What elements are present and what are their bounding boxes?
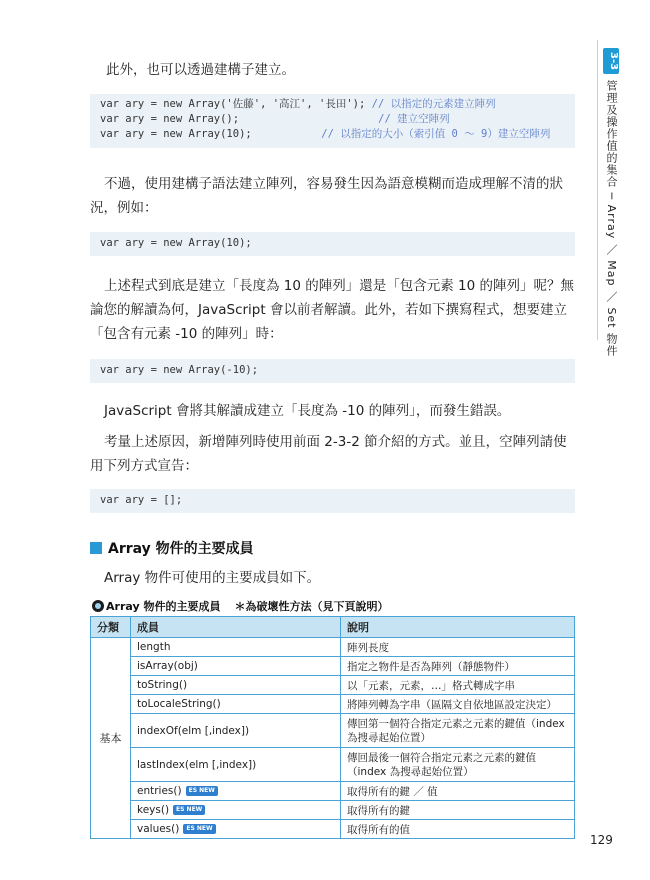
code-line: var ary = new Array(); // 建立空陣列 <box>100 113 450 125</box>
category-cell: 基本 <box>91 638 131 839</box>
table-caption <box>92 598 388 614</box>
code-block-array10 <box>90 232 575 256</box>
description-cell: 陣列長度 <box>341 638 575 657</box>
table-row <box>91 801 575 820</box>
code-line: var ary = new Array(10); // 以指定的大小（索引值 0 ～ 9）建立空陣列 <box>100 128 551 140</box>
member-cell: lastIndex(elm [,index]) <box>131 748 341 782</box>
es-new-badge: ES NEW <box>173 805 205 815</box>
table-row <box>91 820 575 839</box>
header-member: 成員 <box>131 617 341 638</box>
member-cell: keys() ES NEW <box>131 801 341 820</box>
member-cell: length <box>131 638 341 657</box>
description-cell: 傳回最後一個符合指定元素之元素的鍵值（index 為搜尋起始位置） <box>341 748 575 782</box>
header-description: 說明 <box>341 617 575 638</box>
code-line: var ary = []; <box>100 494 183 506</box>
bullet-circle-icon <box>92 600 104 612</box>
code-line: var ary = new Array('佐藤', '高江', '長田'); // 以指定的元素建立陣列 <box>100 98 496 110</box>
description-cell: 指定之物件是否為陣列（靜態物件） <box>341 657 575 676</box>
heading-square-icon <box>90 542 102 554</box>
paragraph-2: 不過，使用建構子語法建立陣列，容易發生因為語意模糊而造成理解不清的狀況，例如： <box>90 176 563 216</box>
code-block-empty-array <box>90 489 575 513</box>
table-row <box>91 714 575 748</box>
paragraph-4: JavaScript 會將其解讀成建立「長度為 -10 的陣列」，而發生錯誤。 <box>104 403 511 419</box>
description-cell: 取得所有的值 <box>341 820 575 839</box>
table-row <box>91 657 575 676</box>
description-cell: 傳回第一個符合指定元素之元素的鍵值（index 為搜尋起始位置） <box>341 714 575 748</box>
table-row <box>91 782 575 801</box>
chapter-sidebar <box>600 48 622 357</box>
description-cell: 將陣列轉為字串（區隔文自依地區設定決定） <box>341 695 575 714</box>
code-line: var ary = new Array(10); <box>100 237 252 249</box>
paragraph-3: 上述程式到底是建立「長度為 10 的陣列」還是「包含元素 10 的陣列」呢？無論您的解讀為何，JavaScript 會以前者解讀。此外，若如下撰寫程式，想要建立「包含有元素 -10 的陣列」時： <box>90 278 575 342</box>
member-cell: isArray(obj) <box>131 657 341 676</box>
table-row <box>91 638 575 657</box>
description-cell: 取得所有的鍵 ／ 值 <box>341 782 575 801</box>
member-cell: entries() ES NEW <box>131 782 341 801</box>
paragraph-5: 考量上述原因，新增陣列時使用前面 2-3-2 節介紹的方式。並且，空陣列請使用下列方式宣告： <box>90 434 567 474</box>
table-row <box>91 676 575 695</box>
section-heading <box>90 538 254 558</box>
es-new-badge: ES NEW <box>183 824 215 834</box>
side-divider <box>597 40 598 340</box>
description-cell: 以「元素，元素，…」格式轉成字串 <box>341 676 575 695</box>
member-cell: indexOf(elm [,index]) <box>131 714 341 748</box>
page-number: 129 <box>590 833 613 847</box>
caption-note: ＊為破壞性方法（見下頁說明） <box>234 600 389 613</box>
table-row <box>91 748 575 782</box>
header-category: 分類 <box>91 617 131 638</box>
table-row <box>91 695 575 714</box>
description-cell: 取得所有的鍵 <box>341 801 575 820</box>
member-cell: toLocaleString() <box>131 695 341 714</box>
table-header-row <box>91 617 575 638</box>
chapter-tab: 3-3 <box>603 48 619 74</box>
member-cell: values() ES NEW <box>131 820 341 839</box>
section-heading-text: Array 物件的主要成員 <box>108 541 254 557</box>
code-block-array-neg10 <box>90 359 575 383</box>
code-line: var ary = new Array(-10); <box>100 364 259 376</box>
es-new-badge: ES NEW <box>186 786 218 796</box>
members-table <box>90 616 575 839</box>
paragraph-1: 此外，也可以透過建構子建立。 <box>106 62 295 78</box>
caption-title: Array 物件的主要成員 <box>106 600 221 613</box>
paragraph-6: Array 物件可使用的主要成員如下。 <box>104 570 321 586</box>
member-cell: toString() <box>131 676 341 695</box>
chapter-title: 管理及操作值的集合 ─ Array ／ Map ／ Set 物件 <box>605 80 618 358</box>
code-block-constructor <box>90 94 575 148</box>
